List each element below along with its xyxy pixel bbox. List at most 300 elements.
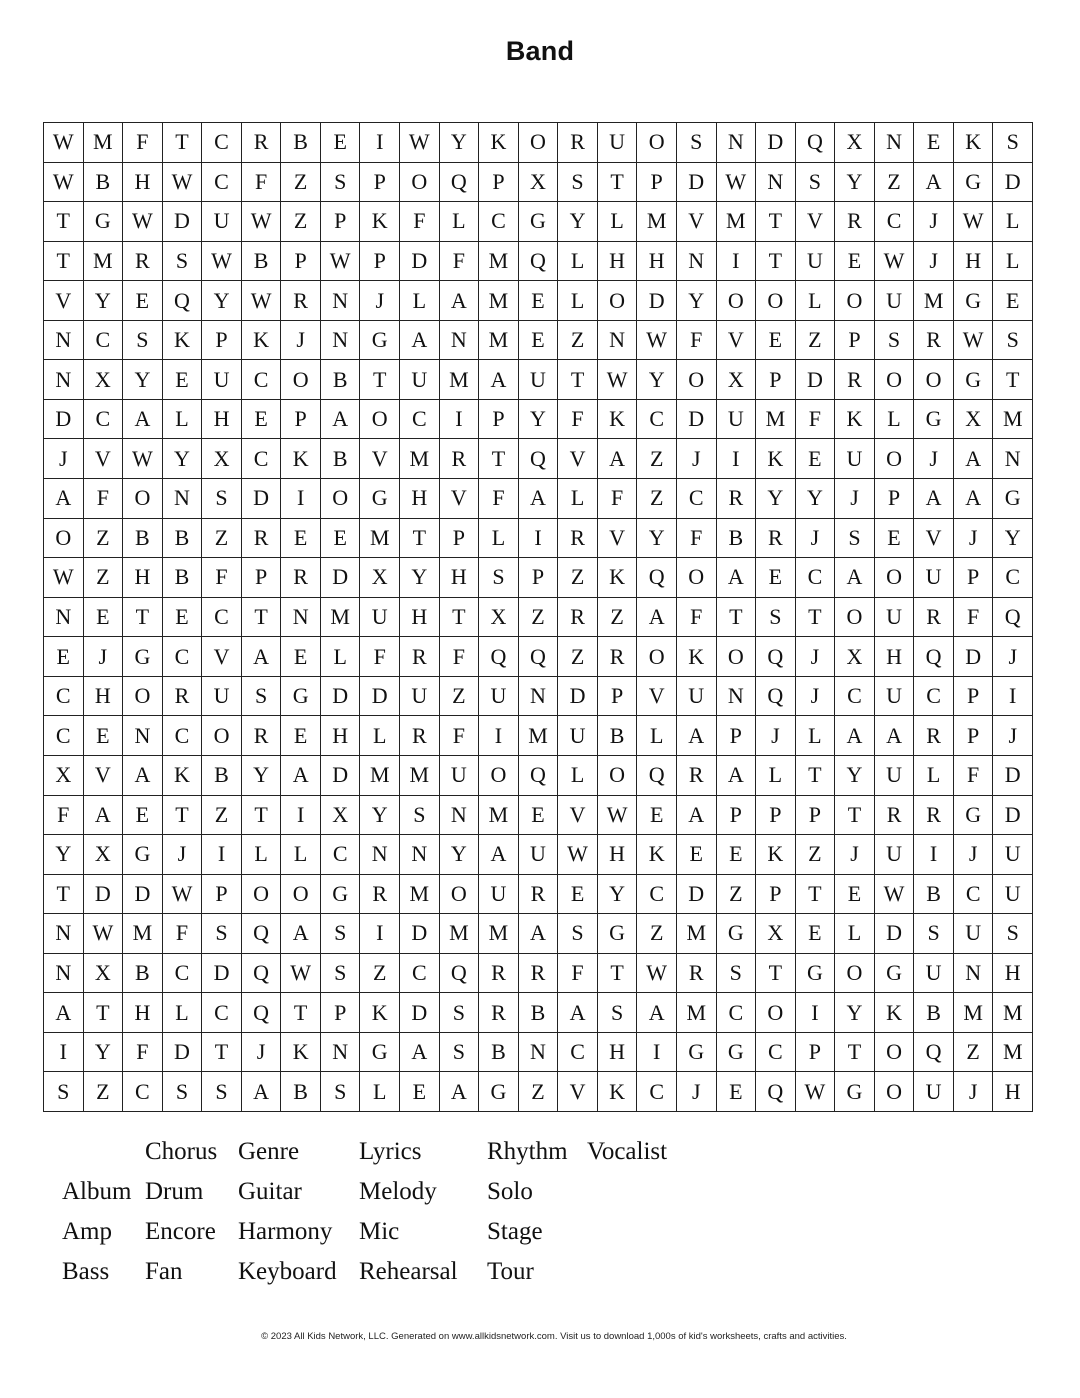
grid-cell: N	[44, 954, 84, 994]
grid-cell: N	[717, 677, 757, 717]
grid-cell: L	[558, 281, 598, 321]
grid-cell: J	[756, 716, 796, 756]
grid-cell: T	[242, 796, 282, 836]
grid-cell: C	[796, 558, 836, 598]
grid-cell: P	[717, 716, 757, 756]
grid-cell: S	[875, 321, 915, 361]
grid-cell: K	[598, 558, 638, 598]
grid-cell: V	[558, 796, 598, 836]
grid-cell: G	[875, 954, 915, 994]
grid-cell: D	[321, 558, 361, 598]
grid-cell: T	[440, 598, 480, 638]
grid-cell: S	[202, 479, 242, 519]
grid-cell: H	[637, 242, 677, 282]
grid-cell: Z	[202, 519, 242, 559]
grid-cell: L	[993, 202, 1033, 242]
grid-cell: A	[717, 756, 757, 796]
grid-cell: O	[756, 993, 796, 1033]
grid-cell: I	[360, 123, 400, 163]
grid-cell: S	[321, 954, 361, 994]
grid-cell: C	[84, 400, 124, 440]
grid-cell: P	[202, 321, 242, 361]
grid-cell: S	[123, 321, 163, 361]
grid-cell: G	[360, 479, 400, 519]
grid-cell: M	[717, 202, 757, 242]
grid-cell: G	[281, 677, 321, 717]
grid-cell: S	[242, 677, 282, 717]
grid-cell: M	[360, 519, 400, 559]
grid-cell: E	[321, 519, 361, 559]
grid-cell: B	[321, 439, 361, 479]
grid-cell: L	[796, 716, 836, 756]
grid-cell: P	[321, 202, 361, 242]
grid-cell: O	[598, 281, 638, 321]
grid-cell: U	[558, 716, 598, 756]
grid-cell: F	[202, 558, 242, 598]
grid-cell: U	[677, 677, 717, 717]
grid-cell: P	[281, 242, 321, 282]
grid-cell: E	[914, 123, 954, 163]
grid-cell: F	[598, 479, 638, 519]
grid-cell: O	[637, 123, 677, 163]
grid-cell: O	[875, 1072, 915, 1112]
grid-cell: P	[796, 1033, 836, 1073]
grid-cell: Y	[440, 123, 480, 163]
grid-cell: M	[479, 242, 519, 282]
grid-cell: C	[637, 875, 677, 915]
grid-cell: A	[598, 439, 638, 479]
grid-cell: F	[44, 796, 84, 836]
grid-cell: M	[993, 400, 1033, 440]
grid-cell: H	[440, 558, 480, 598]
grid-cell: E	[163, 360, 203, 400]
word: Keyboard	[238, 1258, 337, 1285]
grid-cell: C	[163, 954, 203, 994]
grid-cell: X	[84, 835, 124, 875]
grid-cell: R	[558, 123, 598, 163]
grid-cell: W	[598, 796, 638, 836]
grid-cell: O	[835, 281, 875, 321]
grid-cell: V	[677, 202, 717, 242]
grid-cell: O	[677, 360, 717, 400]
grid-cell: I	[914, 835, 954, 875]
grid-cell: T	[44, 242, 84, 282]
grid-cell: N	[44, 598, 84, 638]
grid-cell: O	[281, 875, 321, 915]
grid-cell: Z	[202, 796, 242, 836]
grid-cell: E	[637, 796, 677, 836]
grid-cell: N	[440, 796, 480, 836]
grid-cell: V	[914, 519, 954, 559]
grid-cell: Y	[598, 875, 638, 915]
grid-cell: L	[914, 756, 954, 796]
grid-cell: W	[637, 954, 677, 994]
grid-cell: B	[598, 716, 638, 756]
grid-cell: N	[875, 123, 915, 163]
grid-cell: Y	[202, 281, 242, 321]
grid-cell: D	[321, 677, 361, 717]
grid-cell: P	[796, 796, 836, 836]
grid-cell: Z	[84, 558, 124, 598]
grid-cell: N	[756, 163, 796, 203]
grid-cell: B	[163, 558, 203, 598]
grid-cell: D	[400, 914, 440, 954]
grid-cell: Z	[360, 954, 400, 994]
grid-cell: J	[954, 835, 994, 875]
grid-cell: N	[598, 321, 638, 361]
word: Melody	[359, 1178, 437, 1205]
grid-cell: C	[558, 1033, 598, 1073]
grid-cell: N	[717, 123, 757, 163]
grid-cell: M	[479, 321, 519, 361]
grid-cell: N	[44, 321, 84, 361]
grid-cell: K	[163, 756, 203, 796]
grid-cell: W	[598, 360, 638, 400]
grid-cell: T	[44, 875, 84, 915]
grid-cell: J	[954, 519, 994, 559]
grid-cell: Z	[637, 439, 677, 479]
grid-cell: O	[519, 123, 559, 163]
grid-cell: C	[44, 677, 84, 717]
grid-cell: V	[717, 321, 757, 361]
grid-cell: K	[756, 439, 796, 479]
grid-cell: T	[44, 202, 84, 242]
grid-cell: O	[321, 479, 361, 519]
grid-cell: C	[835, 677, 875, 717]
grid-cell: J	[796, 677, 836, 717]
grid-cell: J	[993, 716, 1033, 756]
grid-cell: U	[479, 677, 519, 717]
grid-cell: O	[123, 479, 163, 519]
grid-cell: C	[44, 716, 84, 756]
grid-cell: Y	[993, 519, 1033, 559]
grid-cell: L	[163, 400, 203, 440]
grid-cell: Q	[440, 163, 480, 203]
grid-cell: J	[914, 439, 954, 479]
grid-cell: Z	[558, 558, 598, 598]
grid-cell: O	[677, 558, 717, 598]
grid-cell: Q	[519, 439, 559, 479]
grid-cell: W	[123, 202, 163, 242]
grid-cell: E	[993, 281, 1033, 321]
grid-cell: Q	[479, 637, 519, 677]
grid-cell: U	[914, 1072, 954, 1112]
grid-cell: Y	[242, 756, 282, 796]
grid-cell: E	[84, 598, 124, 638]
grid-cell: E	[44, 637, 84, 677]
grid-cell: G	[954, 281, 994, 321]
grid-cell: U	[202, 360, 242, 400]
grid-cell: R	[875, 796, 915, 836]
grid-cell: A	[44, 479, 84, 519]
grid-cell: W	[44, 163, 84, 203]
grid-cell: O	[875, 360, 915, 400]
grid-cell: S	[558, 914, 598, 954]
grid-cell: T	[835, 796, 875, 836]
grid-cell: P	[321, 993, 361, 1033]
grid-cell: S	[440, 993, 480, 1033]
grid-cell: P	[954, 677, 994, 717]
word: Amp	[62, 1218, 112, 1245]
grid-cell: U	[875, 835, 915, 875]
grid-cell: Y	[519, 400, 559, 440]
word: Rehearsal	[359, 1258, 458, 1285]
grid-cell: K	[637, 835, 677, 875]
grid-cell: D	[796, 360, 836, 400]
grid-cell: U	[717, 400, 757, 440]
word: Solo	[487, 1178, 533, 1205]
grid-cell: H	[875, 637, 915, 677]
grid-cell: M	[400, 439, 440, 479]
grid-cell: N	[519, 1033, 559, 1073]
grid-cell: P	[954, 558, 994, 598]
grid-cell: P	[756, 796, 796, 836]
grid-cell: D	[360, 677, 400, 717]
grid-cell: H	[123, 558, 163, 598]
grid-cell: G	[835, 1072, 875, 1112]
grid-cell: G	[519, 202, 559, 242]
grid-cell: G	[479, 1072, 519, 1112]
grid-cell: R	[400, 716, 440, 756]
grid-cell: M	[914, 281, 954, 321]
grid-cell: D	[558, 677, 598, 717]
grid-cell: E	[558, 875, 598, 915]
grid-cell: A	[321, 400, 361, 440]
grid-cell: Z	[875, 163, 915, 203]
grid-cell: V	[558, 439, 598, 479]
grid-cell: R	[440, 439, 480, 479]
grid-cell: K	[360, 202, 400, 242]
grid-cell: P	[360, 242, 400, 282]
grid-cell: R	[519, 875, 559, 915]
grid-cell: F	[440, 637, 480, 677]
grid-cell: B	[519, 993, 559, 1033]
grid-cell: U	[519, 360, 559, 400]
grid-cell: H	[84, 677, 124, 717]
grid-cell: R	[914, 796, 954, 836]
grid-cell: X	[44, 756, 84, 796]
grid-cell: P	[360, 163, 400, 203]
grid-cell: W	[84, 914, 124, 954]
grid-cell: D	[993, 796, 1033, 836]
grid-cell: U	[875, 677, 915, 717]
grid-cell: Y	[637, 360, 677, 400]
grid-cell: R	[677, 954, 717, 994]
grid-cell: Z	[717, 875, 757, 915]
grid-cell: R	[163, 677, 203, 717]
grid-cell: L	[835, 914, 875, 954]
grid-cell: G	[914, 400, 954, 440]
grid-cell: U	[796, 242, 836, 282]
word: Stage	[487, 1218, 543, 1245]
grid-cell: N	[954, 954, 994, 994]
word: Encore	[145, 1218, 216, 1245]
grid-cell: W	[242, 281, 282, 321]
grid-cell: E	[281, 637, 321, 677]
grid-cell: F	[479, 479, 519, 519]
grid-cell: E	[242, 400, 282, 440]
grid-cell: S	[993, 123, 1033, 163]
grid-cell: E	[321, 123, 361, 163]
grid-cell: I	[44, 1033, 84, 1073]
grid-cell: T	[756, 202, 796, 242]
grid-cell: P	[756, 875, 796, 915]
grid-cell: B	[84, 163, 124, 203]
grid-cell: C	[242, 360, 282, 400]
grid-cell: E	[281, 519, 321, 559]
grid-cell: B	[914, 875, 954, 915]
grid-cell: A	[637, 598, 677, 638]
grid-cell: Z	[558, 637, 598, 677]
grid-cell: V	[84, 439, 124, 479]
grid-cell: V	[44, 281, 84, 321]
grid-cell: F	[796, 400, 836, 440]
grid-cell: R	[756, 519, 796, 559]
grid-cell: M	[993, 1033, 1033, 1073]
grid-cell: Q	[637, 558, 677, 598]
grid-cell: Q	[242, 914, 282, 954]
grid-cell: X	[835, 123, 875, 163]
grid-cell: C	[163, 637, 203, 677]
grid-cell: R	[558, 519, 598, 559]
grid-cell: F	[123, 123, 163, 163]
grid-cell: I	[479, 716, 519, 756]
word: Vocalist	[587, 1138, 668, 1165]
grid-cell: D	[321, 756, 361, 796]
grid-cell: T	[598, 954, 638, 994]
word: Mic	[359, 1218, 400, 1245]
grid-cell: K	[281, 1033, 321, 1073]
grid-cell: X	[84, 360, 124, 400]
grid-cell: C	[914, 677, 954, 717]
grid-cell: G	[360, 1033, 400, 1073]
grid-cell: K	[598, 400, 638, 440]
grid-cell: S	[598, 993, 638, 1033]
grid-cell: X	[321, 796, 361, 836]
grid-cell: M	[637, 202, 677, 242]
grid-cell: R	[914, 716, 954, 756]
grid-cell: P	[717, 796, 757, 836]
grid-cell: G	[123, 835, 163, 875]
grid-cell: H	[993, 954, 1033, 994]
grid-cell: Q	[637, 756, 677, 796]
grid-cell: Z	[954, 1033, 994, 1073]
grid-cell: K	[875, 993, 915, 1033]
grid-cell: X	[954, 400, 994, 440]
grid-cell: M	[756, 400, 796, 440]
grid-cell: S	[440, 1033, 480, 1073]
grid-cell: Z	[558, 321, 598, 361]
grid-cell: W	[637, 321, 677, 361]
grid-cell: I	[281, 479, 321, 519]
grid-cell: N	[321, 1033, 361, 1073]
grid-cell: K	[756, 835, 796, 875]
grid-cell: O	[875, 439, 915, 479]
grid-cell: R	[400, 637, 440, 677]
grid-cell: E	[717, 1072, 757, 1112]
grid-cell: O	[281, 360, 321, 400]
grid-cell: Y	[637, 519, 677, 559]
grid-cell: H	[598, 835, 638, 875]
grid-cell: F	[954, 756, 994, 796]
grid-cell: T	[796, 756, 836, 796]
grid-cell: Y	[123, 360, 163, 400]
grid-cell: S	[321, 163, 361, 203]
grid-cell: Y	[44, 835, 84, 875]
grid-cell: Y	[360, 796, 400, 836]
grid-cell: P	[954, 716, 994, 756]
grid-cell: G	[954, 796, 994, 836]
word: Guitar	[238, 1178, 302, 1205]
grid-cell: U	[914, 558, 954, 598]
grid-cell: C	[400, 954, 440, 994]
grid-cell: D	[123, 875, 163, 915]
grid-cell: T	[163, 123, 203, 163]
grid-cell: Y	[677, 281, 717, 321]
grid-cell: Z	[440, 677, 480, 717]
grid-cell: S	[44, 1072, 84, 1112]
grid-cell: N	[400, 835, 440, 875]
grid-cell: L	[875, 400, 915, 440]
grid-cell: O	[123, 677, 163, 717]
grid-cell: O	[400, 163, 440, 203]
grid-cell: F	[360, 637, 400, 677]
grid-cell: L	[163, 993, 203, 1033]
grid-cell: C	[202, 993, 242, 1033]
grid-cell: U	[835, 439, 875, 479]
grid-cell: B	[479, 1033, 519, 1073]
grid-cell: Q	[163, 281, 203, 321]
grid-cell: M	[440, 360, 480, 400]
grid-cell: E	[163, 598, 203, 638]
grid-cell: R	[677, 756, 717, 796]
grid-cell: N	[993, 439, 1033, 479]
grid-cell: N	[360, 835, 400, 875]
grid-cell: K	[281, 439, 321, 479]
grid-cell: E	[400, 1072, 440, 1112]
grid-cell: E	[796, 439, 836, 479]
grid-cell: Z	[281, 202, 321, 242]
grid-cell: O	[875, 558, 915, 598]
word: Lyrics	[359, 1138, 422, 1165]
grid-cell: S	[321, 914, 361, 954]
grid-cell: Q	[242, 993, 282, 1033]
grid-cell: Z	[796, 835, 836, 875]
grid-cell: B	[163, 519, 203, 559]
grid-cell: F	[123, 1033, 163, 1073]
grid-cell: S	[163, 1072, 203, 1112]
grid-cell: E	[519, 321, 559, 361]
grid-cell: T	[123, 598, 163, 638]
grid-cell: Z	[519, 598, 559, 638]
grid-cell: J	[914, 242, 954, 282]
grid-cell: F	[163, 914, 203, 954]
grid-cell: A	[954, 479, 994, 519]
grid-cell: K	[360, 993, 400, 1033]
grid-cell: F	[558, 400, 598, 440]
grid-cell: X	[360, 558, 400, 598]
grid-cell: Q	[519, 756, 559, 796]
grid-cell: J	[835, 835, 875, 875]
grid-cell: E	[756, 321, 796, 361]
grid-cell: R	[281, 558, 321, 598]
grid-cell: S	[163, 242, 203, 282]
grid-cell: K	[163, 321, 203, 361]
grid-cell: I	[993, 677, 1033, 717]
grid-cell: G	[993, 479, 1033, 519]
grid-cell: R	[123, 242, 163, 282]
grid-cell: M	[123, 914, 163, 954]
